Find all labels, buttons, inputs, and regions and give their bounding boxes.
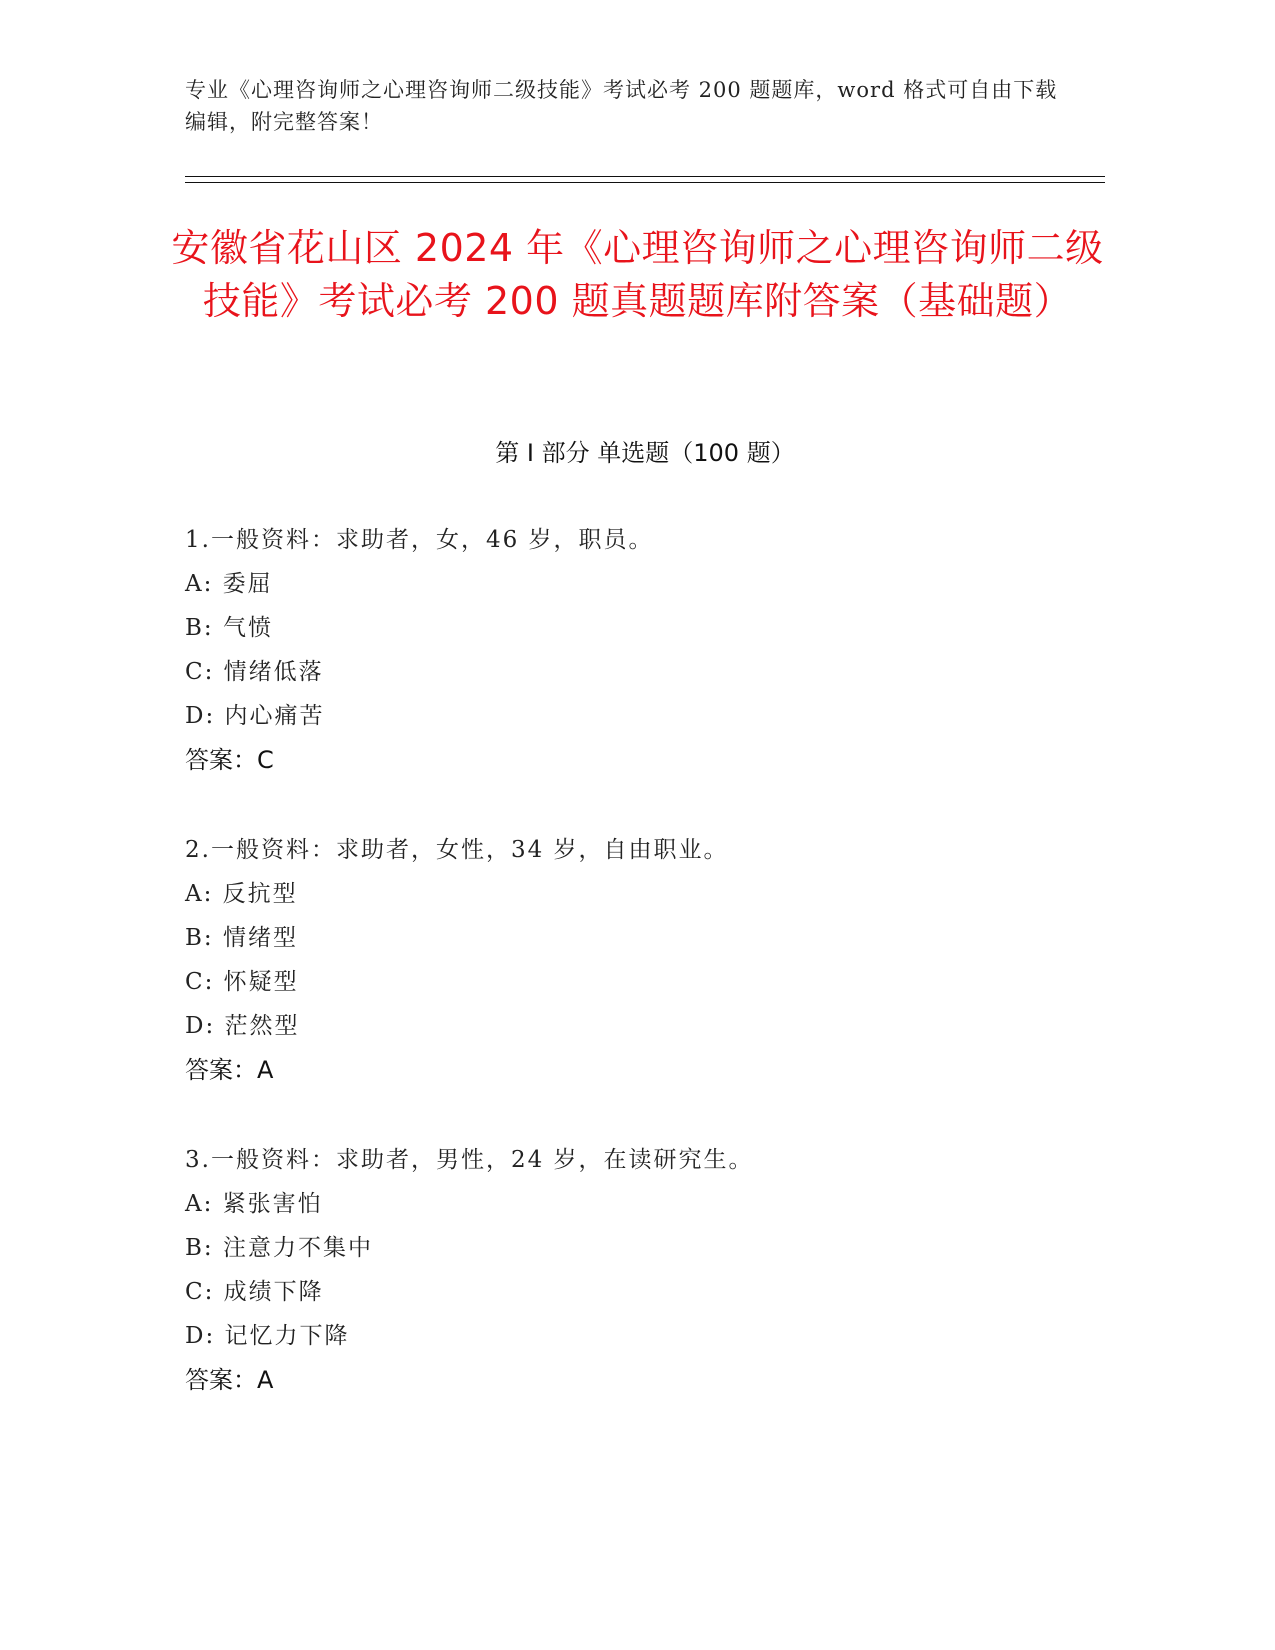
question-stem: 1.一般资料：求助者，女，46 岁，职员。: [185, 527, 654, 553]
question-block: [185, 518, 1085, 782]
document-title: 安徽省花山区 2024 年《心理咨询师之心理咨询师二级技能》考试必考 200 题真题题库附答案（基础题）: [171, 226, 1104, 323]
option-d: D: 内心痛苦: [185, 703, 325, 729]
option-c: C: 成绩下降: [185, 1279, 324, 1305]
option-d: D: 记忆力下降: [185, 1323, 350, 1349]
header-note: 专业《心理咨询师之心理咨询师二级技能》考试必考 200 题题库，word 格式可自由下载编辑，附完整答案！: [185, 78, 1058, 134]
header-divider-bottom: [185, 182, 1105, 183]
answer: 答案：A: [185, 1366, 274, 1394]
section-heading: 第 I 部分 单选题（100 题）: [495, 439, 795, 467]
answer: 答案：C: [185, 746, 274, 774]
option-a: A: 紧张害怕: [185, 1191, 323, 1217]
question-block: [185, 1138, 1085, 1402]
option-c: C: 情绪低落: [185, 659, 324, 685]
answer: 答案：A: [185, 1056, 274, 1084]
option-d: D: 茫然型: [185, 1013, 300, 1039]
question-block: [185, 828, 1085, 1092]
option-b: B: 注意力不集中: [185, 1235, 373, 1261]
option-c: C: 怀疑型: [185, 969, 299, 995]
question-stem: 3.一般资料：求助者，男性，24 岁，在读研究生。: [185, 1147, 754, 1173]
option-b: B: 气愤: [185, 615, 273, 641]
option-a: A: 反抗型: [185, 881, 298, 907]
option-a: A: 委屈: [185, 571, 273, 597]
header-divider-top: [185, 176, 1105, 177]
question-stem: 2.一般资料：求助者，女性，34 岁，自由职业。: [185, 837, 729, 863]
option-b: B: 情绪型: [185, 925, 298, 951]
